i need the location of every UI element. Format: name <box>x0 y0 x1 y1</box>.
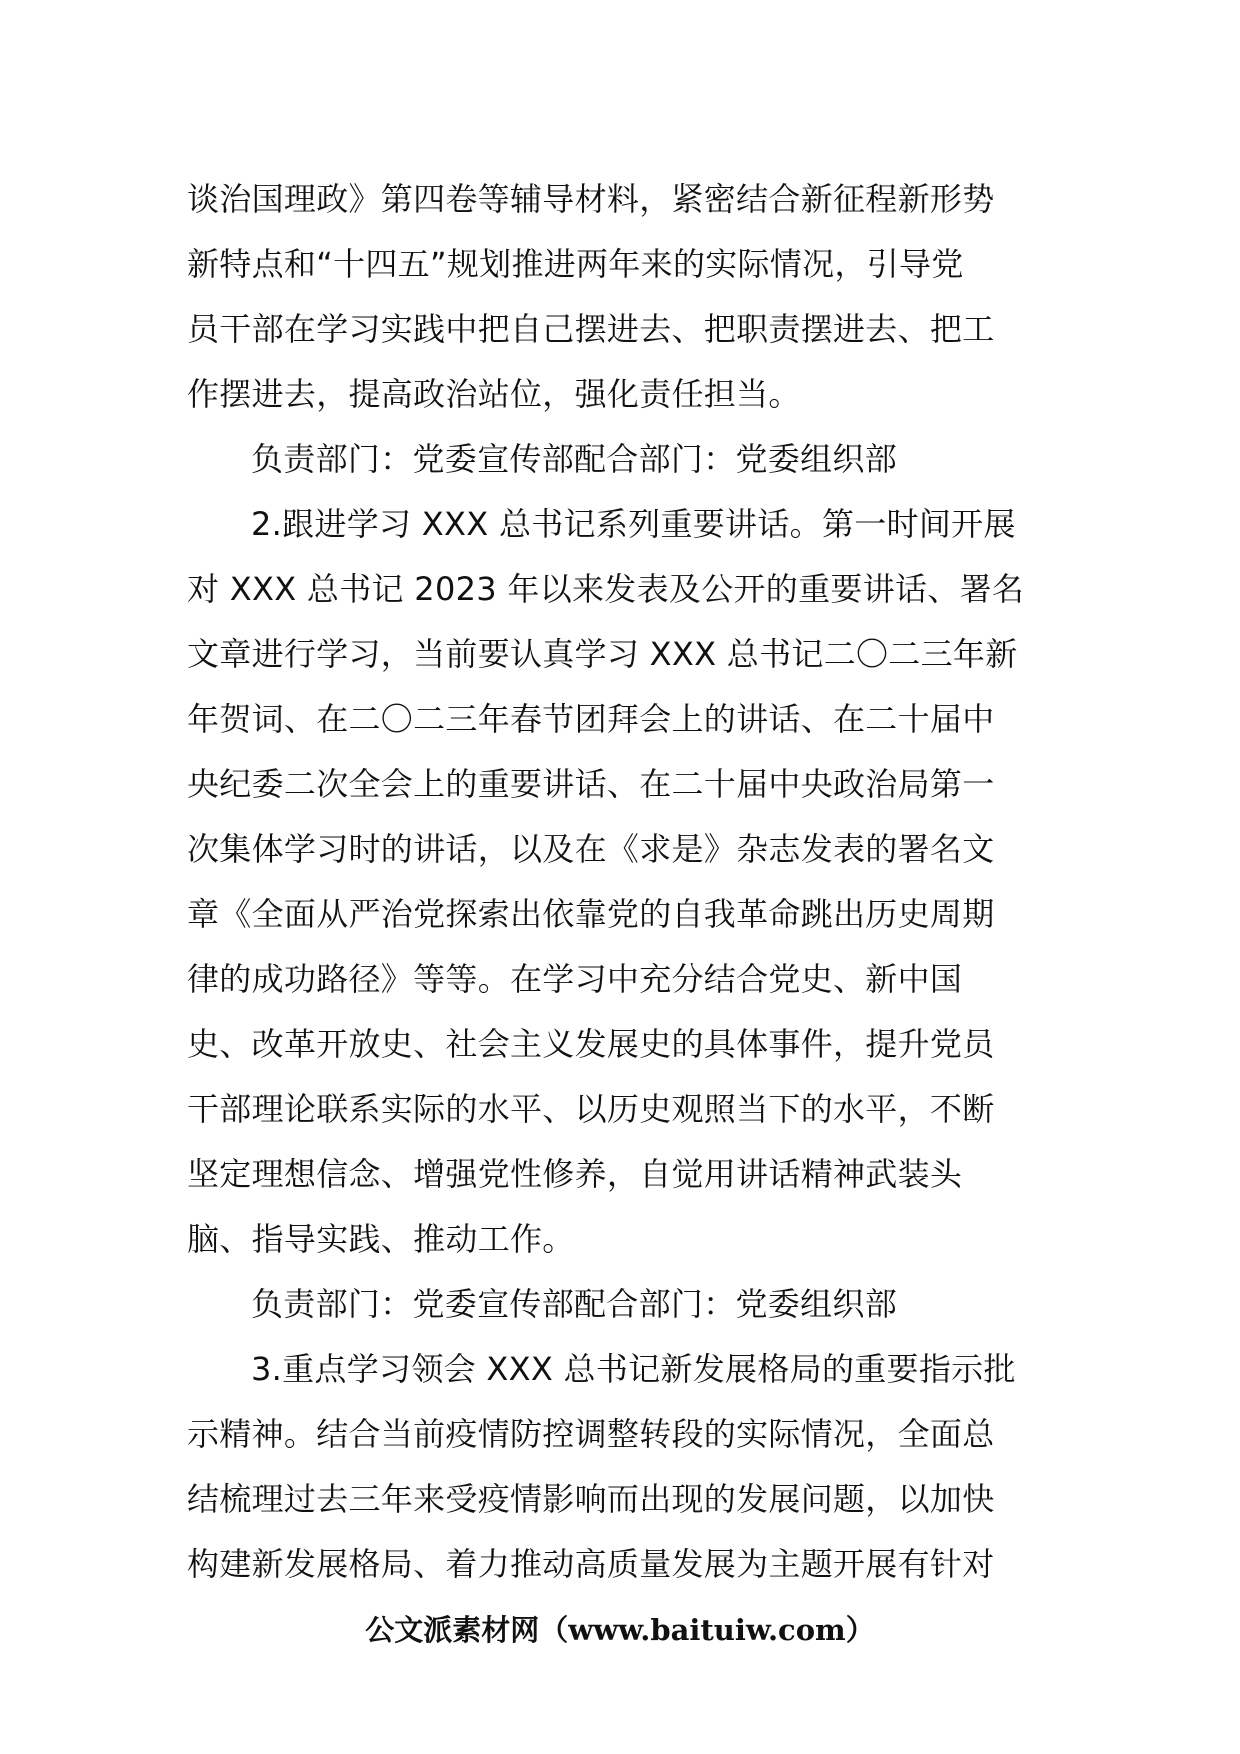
text-line: 脑、指导实践、推动工作。 <box>187 1220 575 1258</box>
text-line: 干部理论联系实际的水平、以历史观照当下的水平，不断 <box>187 1090 995 1128</box>
text-line: 次集体学习时的讲话，以及在《求是》杂志发表的署名文 <box>187 830 995 868</box>
text-line: 示精神。结合当前疫情防控调整转段的实际情况，全面总 <box>187 1415 995 1453</box>
text-line: 史、改革开放史、社会主义发展史的具体事件，提升党员 <box>187 1025 995 1063</box>
text-line: 坚定理想信念、增强党性修养，自觉用讲话精神武装头 <box>187 1155 963 1193</box>
text-line: 作摆进去，提高政治站位，强化责任担当。 <box>187 375 801 413</box>
text-line: 对 XXX 总书记 2023 年以来发表及公开的重要讲话、署名 <box>187 570 1025 608</box>
text-line: 新特点和“十四五”规划推进两年来的实际情况，引导党 <box>187 245 964 283</box>
text-line: 文章进行学习，当前要认真学习 XXX 总书记二〇二三年新 <box>187 635 1018 673</box>
text-line: 央纪委二次全会上的重要讲话、在二十届中央政治局第一 <box>187 765 995 803</box>
text-line: 律的成功路径》等等。在学习中充分结合党史、新中国 <box>187 960 963 998</box>
responsible-dept-line: 负责部门：党委宣传部配合部门：党委组织部 <box>251 440 898 478</box>
responsible-dept-line: 负责部门：党委宣传部配合部门：党委组织部 <box>251 1285 898 1323</box>
text-line: 章《全面从严治党探索出依靠党的自我革命跳出历史周期 <box>187 895 995 933</box>
text-line: 谈治国理政》第四卷等辅导材料，紧密结合新征程新形势 <box>187 180 995 218</box>
document-body <box>187 167 1057 1597</box>
text-line: 年贺词、在二〇二三年春节团拜会上的讲话、在二十届中 <box>187 700 995 738</box>
text-line: 构建新发展格局、着力推动高质量发展为主题开展有针对 <box>187 1545 995 1583</box>
footer-watermark: 公文派素材网（www.baituiw.com） <box>365 1613 875 1647</box>
text-line: 结梳理过去三年来受疫情影响而出现的发展问题，以加快 <box>187 1480 995 1518</box>
text-line: 员干部在学习实践中把自己摆进去、把职责摆进去、把工 <box>187 310 995 348</box>
item-heading-3: 3.重点学习领会 XXX 总书记新发展格局的重要指示批 <box>251 1350 1016 1388</box>
item-heading-2: 2.跟进学习 XXX 总书记系列重要讲话。第一时间开展 <box>251 505 1016 543</box>
